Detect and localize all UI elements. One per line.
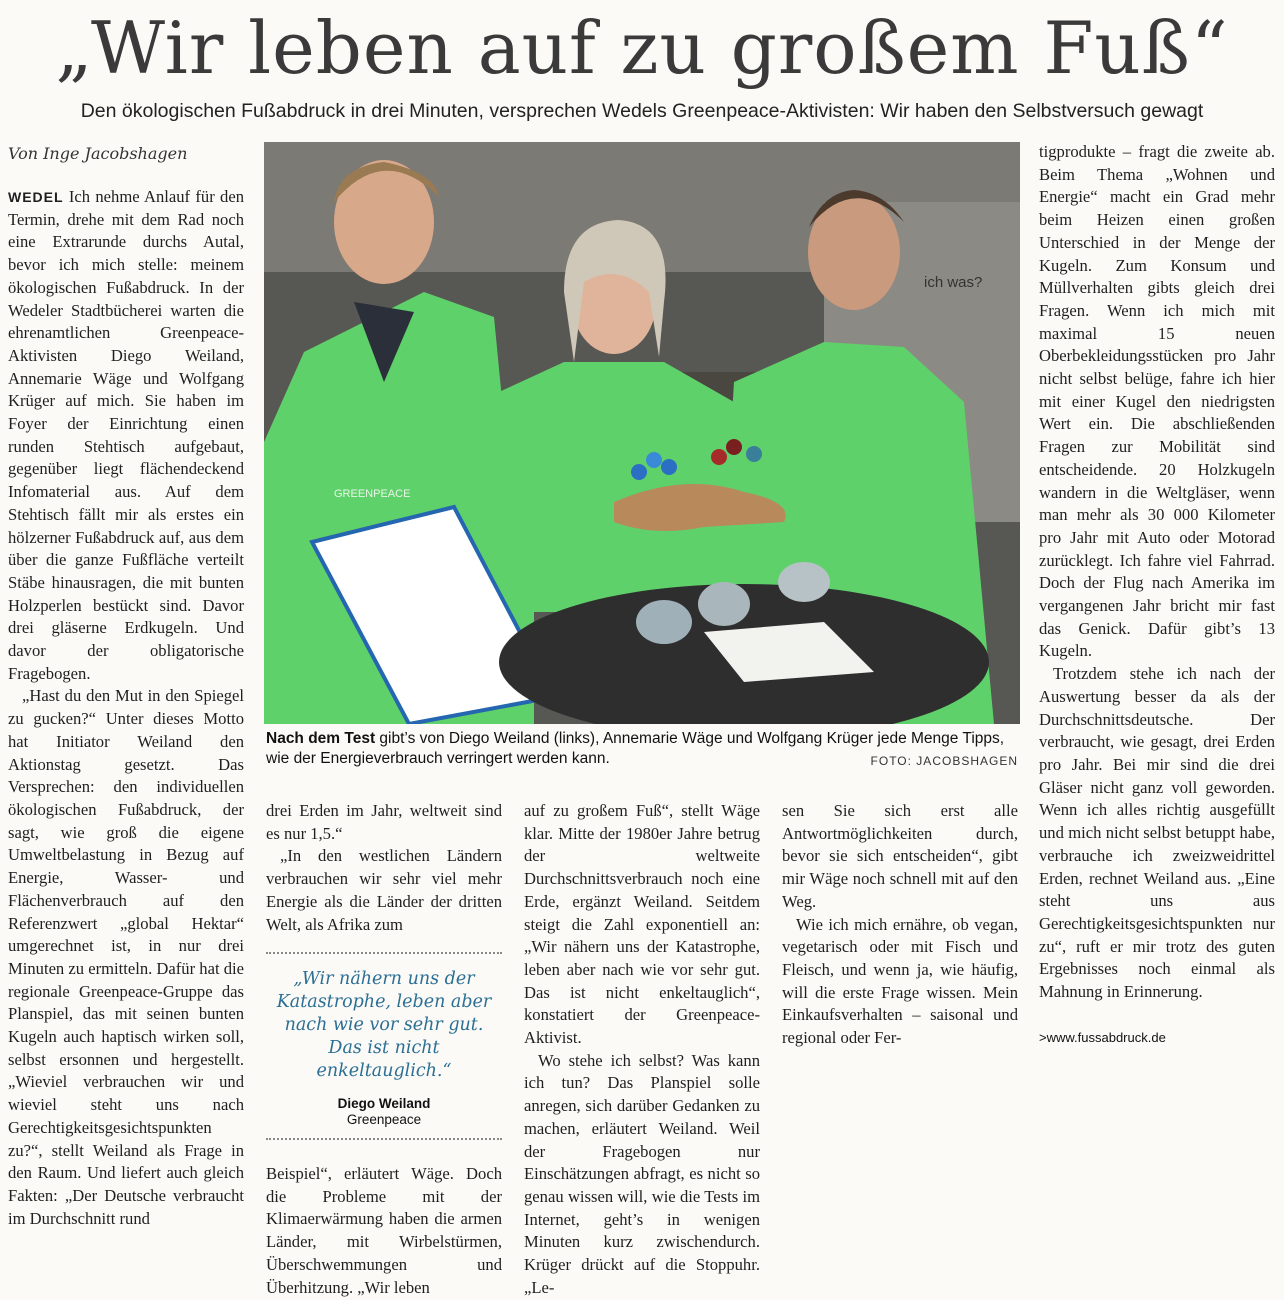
paragraph: Ich nehme Anlauf für den Termin, drehe mit dem Rad noch eine Extrarunde durchs Autal, bevor ich mich stelle: meinem ökologischen Fußabdruck. In der Wedeler Stadtbücherei warten die ehrenamtlichen Greenpeace-Aktivisten Diego Weiland, Annemarie Wäge und Wolfgang Krüger auf mich. Sie haben im Foyer der Einrichtung einen runden Stehtisch aufgebaut, gegenüber liegt flächendeckend Infomaterial aus. Auf dem Stehtisch fällt mir als erstes ein hölzerner Fußabdruck auf, aus dem über die ganze Fußfläche verteilt Stäbe hinausragen, die mit bunten Holzperlen bestückt sind. Davor drei gläserne Erdkugeln. Und davor der obligatorische Fragebogen. (8, 187, 244, 683)
pull-quote: „Wir nähern uns der Katastrophe, leben aber nach wie vor sehr gut. Das ist nicht enkeltauglich.“ (276, 969, 492, 1081)
photo-illustration (264, 142, 1020, 724)
paragraph: Trotzdem stehe ich nach der Auswertung besser da als der Durchschnittsdeutsche. Der verbraucht, wie gesagt, drei Erden pro Jahr. Bei mir sind die drei Gläser nicht ganz voll geworden. Wenn ich alles richtig ausgefüllt und mich nicht selbst betuppt habe, verbrauche ich zweizweidrittel Erden, rechnet Weiland aus. „Eine steht uns aus Gerechtigkeitsgesichtspunkten nur zu“, ruft er mir trotz des guten Ergebnisses noch einmal als Mahnung in Erinnerung. (1039, 664, 1275, 1002)
dateline: WEDEL (8, 189, 64, 205)
web-link[interactable]: >www.fussabdruck.de (1039, 1030, 1166, 1045)
quote-attribution (266, 1096, 502, 1128)
quote-org: Greenpeace (346, 1112, 422, 1127)
paragraph: drei Erden im Jahr, weltweit sind es nur 1,5.“ (266, 801, 502, 843)
paragraph: auf zu großem Fuß“, stellt Wäge klar. Mitte der 1980er Jahre betrug der weltweite Durchschnittsverbrauch noch eine Erde, ergänzt Weiland. Seitdem steigt die Zahl exponentiell an: „Wir nähern uns der Katastrophe, leben aber nach wie vor sehr gut. Das ist nicht enkeltauglich“, konstatiert der Greenpeace-Aktivist. (524, 801, 760, 1048)
photo-credit: FOTO: JACOBSHAGEN (870, 754, 1018, 768)
paragraph: „In den westlichen Ländern verbrauchen wir sehr viel mehr Energie als die Länder der dritten Welt, als Afrika zum (266, 846, 502, 934)
article-column-2 (266, 800, 502, 936)
quote-name: Diego Weiland (337, 1096, 431, 1111)
glass-globe (698, 582, 750, 626)
paragraph: Wie ich mich ernähre, ob vegan, vegetarisch oder mit Fisch und Fleisch, und wenn ja, wie häufig, will die erste Frage wissen. Mein Einkaufsverhalten – saisonal und regional oder Fer- (782, 914, 1018, 1048)
sign-text: ich was? (924, 274, 983, 291)
paragraph: Beispiel“, erläutert Wäge. Doch die Probleme mit der Klimaerwärmung haben die armen Länder, mit Wirbelstürmen, Überschwemmungen und Überhitzung. „Wir leben (266, 1164, 502, 1297)
caption-lead: Nach dem Test (266, 730, 376, 747)
article-column-5 (1039, 141, 1275, 1004)
glass-globe (636, 600, 692, 644)
subheadline: Den ökologischen Fußabdruck in drei Minuten, versprechen Wedels Greenpeace-Aktivisten: Wir haben den Selbstversuch gewagt (80, 100, 1204, 122)
caption-text: gibt’s von Diego Weiland (links), Annemarie Wäge und Wolfgang Krüger jede Menge Tipps, wie der Energieverbrauch verringert werden kann. (266, 730, 1005, 767)
paragraph: „Hast du den Mut in den Spiegel zu gucken?“ Unter dieses Motto hat Initiator Weiland den Aktionstag gesetzt. Das Versprechen: den individuellen ökologischen Fußabdruck, der sagt, wie groß die eigene Umweltbelastung in Bezug auf Energie, Wasser- und Flächenverbrauch auf den Referenzwert „global Hektar“ umgerechnet ist, in nur drei Minuten zu ermitteln. Dafür hat die regionale Greenpeace-Gruppe das Planspiel, das mit seinen bunten Kugeln auch haptisch wirken soll, selbst ersonnen und hergestellt. „Wieviel verbrauchen wir und wieviel steht uns nach Gerechtigkeitsgesichtspunkten zu?“, stellt Weiland als Frage in den Raum. Und liefert auch gleich Fakten: „Der Deutsche verbraucht im Durchschnitt rund (8, 686, 244, 1228)
glass-globe (778, 562, 830, 602)
quote-rule-top (266, 952, 502, 954)
article-photo (264, 142, 1020, 724)
article-column-1 (8, 186, 244, 1230)
paragraph: tigprodukte – fragt die zweite ab. Beim Thema „Wohnen und Energie“ macht ein Grad mehr beim Heizen einen großen Unterschied in der Menge der Kugeln. Zum Konsum und Müllverhalten gibts gleich drei Fragen. Wenn ich mich mit maximal 15 neuen Oberbekleidungsstücken pro Jahr nicht selbst belüge, fahre ich hier mit einer Kugel den niedrigsten Wert ein. Die abschließenden Fragen zur Mobilität sind entscheidende. 20 Holzkugeln wandern in die Weltgläser, wenn man mehr als 30 000 Kilometer pro Jahr mit Auto oder Motorad zurücklegt. Ich fahre viel Fahrrad. Doch der Flug nach Amerika im vergangenen Jahr bricht mir fast das Genick. Dafür gibt’s 13 Kugeln. (1039, 142, 1275, 661)
headline: „Wir leben auf zu großem Fuß“ (55, 6, 1229, 90)
article-column-2-continued (266, 1163, 502, 1299)
article-column-4 (782, 800, 1018, 1050)
photo-caption (266, 729, 1018, 769)
paragraph: Wo stehe ich selbst? Was kann ich tun? Das Planspiel solle anregen, sich darüber Gedanken zu machen, erläutert Weiland. Weil der Fragebogen nur Einschätzungen abfragt, es nicht so genau wissen will, wie die Tests im Internet, geht’s in wenigen Minuten kurz zwischendurch. Krüger drückt auf die Stoppuhr. „Le- (524, 1050, 760, 1297)
paragraph: sen Sie sich erst alle Antwortmöglichkeiten durch, bevor sie sich entscheiden“, gibt mir Wäge noch schnell mit auf den Weg. (782, 801, 1018, 911)
article-column-3 (524, 800, 760, 1299)
byline: Von Inge Jacobshagen (8, 144, 188, 163)
quote-rule-bottom (266, 1138, 502, 1140)
vest-label: GREENPEACE (334, 488, 411, 500)
